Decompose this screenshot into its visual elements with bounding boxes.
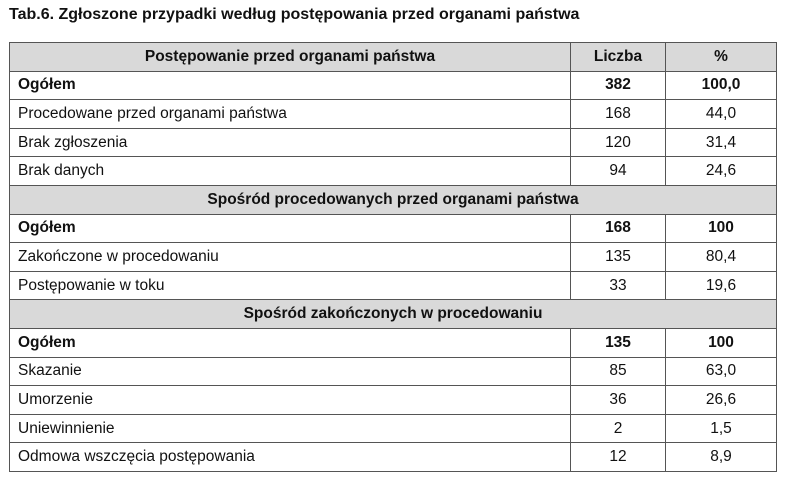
table-row: [10, 271, 777, 300]
row-count: 85: [571, 357, 666, 386]
row-count: 2: [571, 414, 666, 443]
row-count: 168: [571, 100, 666, 129]
table-row: [10, 214, 777, 243]
table-row: [10, 157, 777, 186]
row-percent: 100,0: [666, 71, 777, 100]
table-row: [10, 443, 777, 472]
data-table: [9, 42, 777, 472]
table-row: [10, 243, 777, 272]
table-row: [10, 414, 777, 443]
row-count: 36: [571, 386, 666, 415]
row-percent: 44,0: [666, 100, 777, 129]
section-header-row: [10, 300, 777, 329]
row-label: Procedowane przed organami państwa: [10, 100, 571, 129]
row-label: Brak zgłoszenia: [10, 128, 571, 157]
table-row: [10, 386, 777, 415]
row-percent: 19,6: [666, 271, 777, 300]
row-count: 135: [571, 243, 666, 272]
table-row: [10, 128, 777, 157]
row-count: 382: [571, 71, 666, 100]
column-header-label: Postępowanie przed organami państwa: [10, 43, 571, 72]
row-percent: 31,4: [666, 128, 777, 157]
column-header-percent: %: [666, 43, 777, 72]
section-header-row: [10, 185, 777, 214]
row-count: 168: [571, 214, 666, 243]
section-title: Spośród procedowanych przed organami państwa: [10, 185, 777, 214]
row-label: Ogółem: [10, 71, 571, 100]
row-percent: 63,0: [666, 357, 777, 386]
row-percent: 100: [666, 328, 777, 357]
table-title: Tab.6. Zgłoszone przypadki według postępowania przed organami państwa: [9, 6, 580, 23]
row-percent: 80,4: [666, 243, 777, 272]
row-label: Skazanie: [10, 357, 571, 386]
row-label: Odmowa wszczęcia postępowania: [10, 443, 571, 472]
row-count: 33: [571, 271, 666, 300]
row-label: Ogółem: [10, 328, 571, 357]
row-percent: 1,5: [666, 414, 777, 443]
row-label: Postępowanie w toku: [10, 271, 571, 300]
row-count: 135: [571, 328, 666, 357]
table-row: [10, 328, 777, 357]
row-label: Uniewinnienie: [10, 414, 571, 443]
table-row: [10, 100, 777, 129]
row-percent: 100: [666, 214, 777, 243]
table-row: [10, 357, 777, 386]
row-label: Brak danych: [10, 157, 571, 186]
row-count: 94: [571, 157, 666, 186]
table-row: [10, 71, 777, 100]
row-count: 120: [571, 128, 666, 157]
row-percent: 8,9: [666, 443, 777, 472]
section-title: Spośród zakończonych w procedowaniu: [10, 300, 777, 329]
row-label: Zakończone w procedowaniu: [10, 243, 571, 272]
row-percent: 26,6: [666, 386, 777, 415]
row-label: Ogółem: [10, 214, 571, 243]
table-header-row: [10, 43, 777, 72]
row-percent: 24,6: [666, 157, 777, 186]
column-header-count: Liczba: [571, 43, 666, 72]
row-count: 12: [571, 443, 666, 472]
row-label: Umorzenie: [10, 386, 571, 415]
